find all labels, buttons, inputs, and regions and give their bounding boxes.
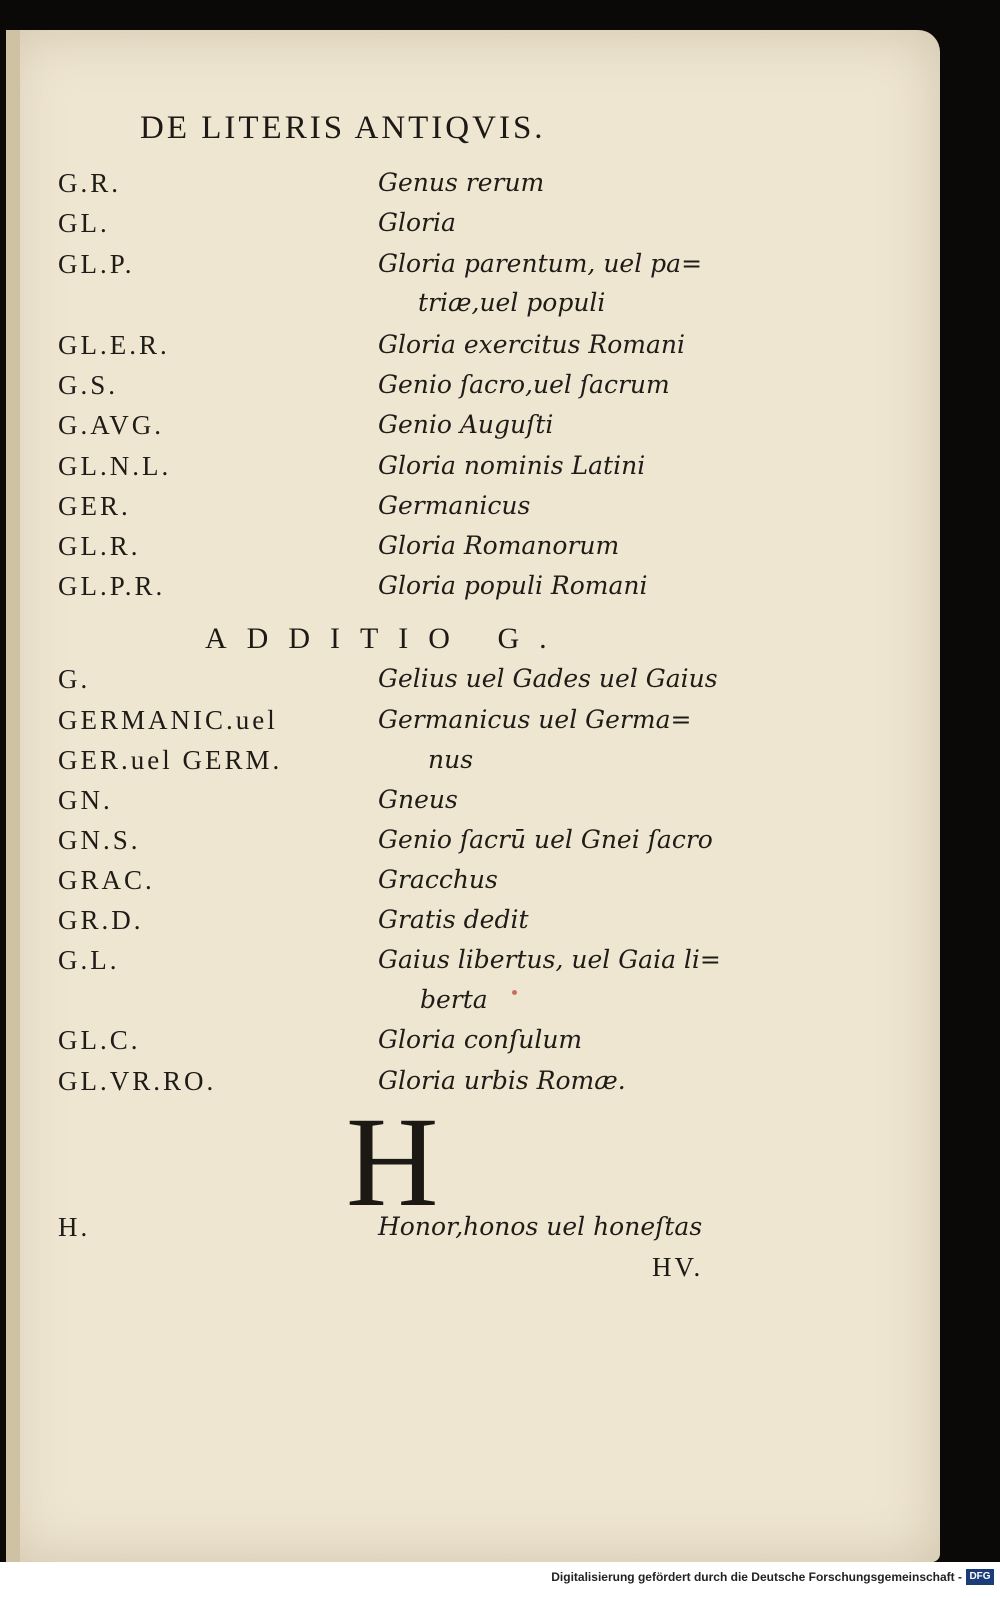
abbreviation: G.R.: [58, 168, 122, 198]
definition: Gloria: [378, 208, 456, 237]
abbreviation: GER.uel GERM.: [58, 745, 283, 775]
definition: Gloria exercitus Romani: [378, 330, 685, 359]
definition: Genio Auguſti: [378, 410, 554, 439]
definition: Gaius libertus, uel Gaia li=: [378, 945, 721, 974]
running-head: DE LITERIS ANTIQVIS.: [140, 110, 546, 146]
definition: Gloria parentum, uel pa=: [378, 249, 703, 278]
abbreviation: GL.: [58, 208, 110, 238]
abbreviation: GL.C.: [58, 1025, 141, 1055]
abbreviation: GER.: [58, 491, 131, 521]
abbreviation: GN.S.: [58, 825, 141, 855]
definition: Gloria nominis Latini: [378, 451, 646, 480]
definition: Genus rerum: [378, 168, 545, 197]
definition: Gloria Romanorum: [378, 531, 620, 560]
abbreviation: GL.P.R.: [58, 571, 166, 601]
definition: Germanicus uel Germa=: [378, 705, 692, 734]
abbreviation: GL.P.: [58, 249, 135, 279]
section-initial-letter: H: [346, 1091, 439, 1233]
abbreviation: GL.N.L.: [58, 451, 172, 481]
definition: Genio ſacro,uel ſacrum: [378, 370, 670, 399]
definition: Gloria urbis Romæ.: [378, 1066, 626, 1095]
definition: Genio ſacrū uel Gnei ſacro: [378, 825, 713, 854]
definition: nus: [428, 745, 474, 774]
abbreviation: G.: [58, 664, 91, 694]
catchword: HV.: [652, 1252, 704, 1282]
abbreviation: G.L.: [58, 945, 120, 975]
section-heading: ADDITIO G.: [205, 622, 567, 655]
abbreviation: G.S.: [58, 370, 119, 400]
definition: Gloria populi Romani: [378, 571, 648, 600]
funding-credit: Digitalisierung gefördert durch die Deutsche Forschungsgemeinschaft -: [551, 1570, 962, 1584]
abbreviation: H.: [58, 1212, 91, 1242]
abbreviation: GN.: [58, 785, 113, 815]
paper-stain: [512, 990, 517, 995]
abbreviation: GR.D.: [58, 905, 144, 935]
abbreviation: GERMANIC.uel: [58, 705, 278, 735]
definition-continuation: berta: [420, 985, 488, 1014]
digitization-footer: [0, 1562, 1000, 1598]
abbreviation: GRAC.: [58, 865, 155, 895]
abbreviation: GL.R.: [58, 531, 141, 561]
definition: Gloria conſulum: [378, 1025, 583, 1054]
definition-continuation: triæ,uel populi: [418, 288, 606, 317]
definition: Gelius uel Gades uel Gaius: [378, 664, 718, 693]
definition: Gratis dedit: [378, 905, 529, 934]
definition: Gracchus: [378, 865, 498, 894]
abbreviation: G.AVG.: [58, 410, 165, 440]
definition: Gneus: [378, 785, 458, 814]
page-spine: [6, 30, 20, 1562]
definition: Germanicus: [378, 491, 531, 520]
abbreviation: GL.VR.RO.: [58, 1066, 217, 1096]
definition: Honor,honos uel honeſtas: [378, 1212, 703, 1241]
dfg-logo-icon: DFG: [966, 1569, 994, 1585]
abbreviation: GL.E.R.: [58, 330, 170, 360]
